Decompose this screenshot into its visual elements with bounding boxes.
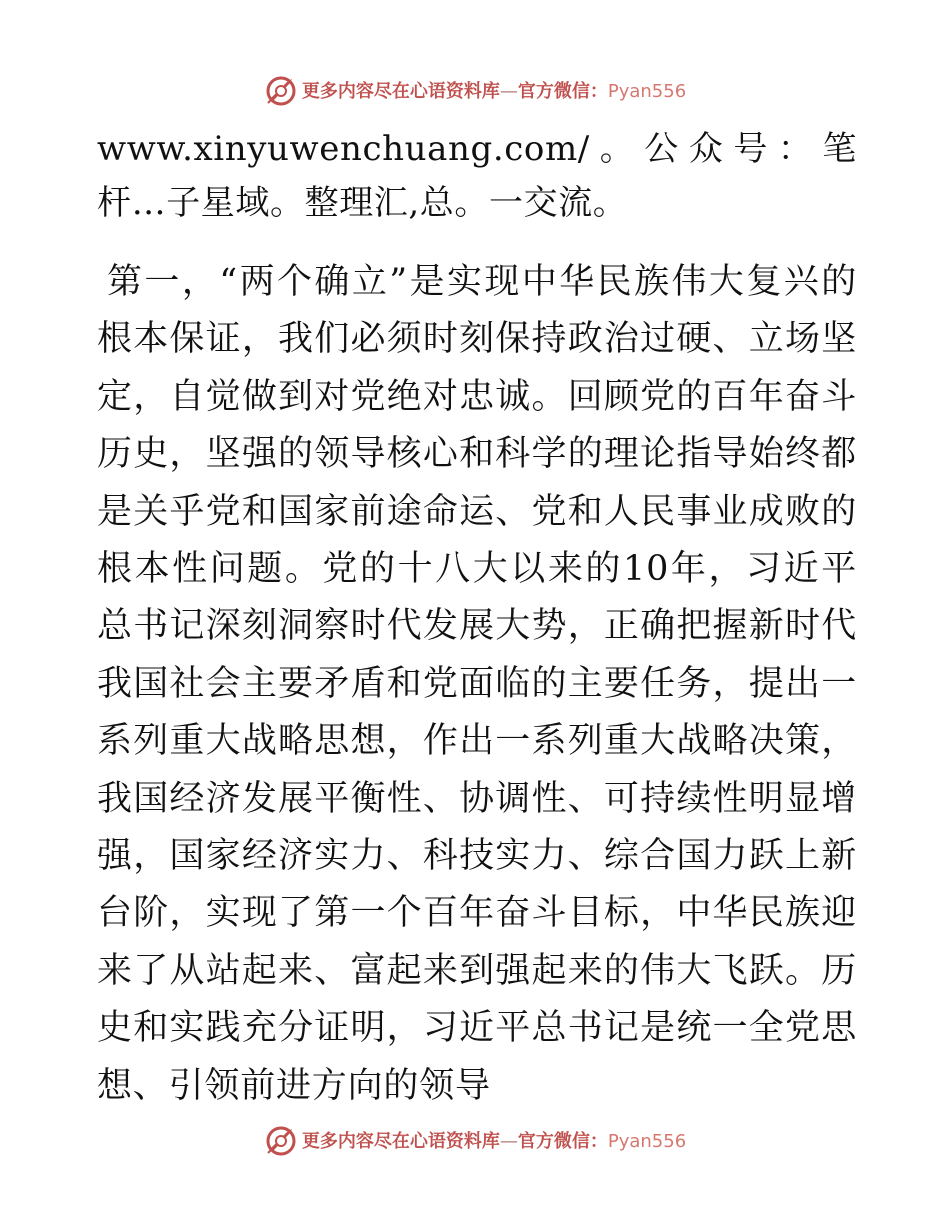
footer-wechat-id: Pyan556 — [607, 1131, 687, 1152]
header-wechat-id: Pyan556 — [607, 81, 687, 102]
header-banner — [0, 70, 950, 110]
header-wechat-label: 官方微信： — [517, 81, 608, 102]
intro-paragraph: www.xinyuwenchuang.com/。公众号：笔杆…子星域。整理汇,总。一交流。 — [97, 129, 857, 223]
document-content — [97, 122, 857, 1115]
footer-site-name: 更多内容尽在心语资料库 — [301, 1131, 500, 1152]
footer-banner — [0, 1120, 950, 1160]
footer-banner-text — [302, 1127, 686, 1153]
body-paragraph: 第一，“两个确立”是实现中华民族伟大复兴的根本保证，我们必须时刻保持政治过硬、立场坚定，自觉做到对党绝对忠诚。回顾党的百年奋斗历史，坚强的领导核心和科学的理论指导始终都是关乎党和国家前途命运、党和人民事业成败的根本性问题。党的十八大以来的10年，习近平总书记深刻洞察时代发展大势，正确把握新时代我国社会主要矛盾和党面临的主要任务，提出一系列重大战略思想，作出一系列重大战略决策，我国经济发展平衡性、协调性、可持续性明显增强，国家经济实力、科技实力、综合国力跃上新台阶，实现了第一个百年奋斗目标，中华民族迎来了从站起来、富起来到强起来的伟大飞跃。历史和实践充分证明，习近平总书记是统一全党思想、引领前进方向的领导 — [97, 262, 857, 1106]
header-separator: — — [499, 81, 518, 102]
brush-quill-logo-icon — [264, 73, 298, 107]
footer-wechat-label: 官方微信： — [517, 1131, 608, 1152]
footer-separator: — — [499, 1131, 518, 1152]
brush-quill-logo-icon — [264, 1123, 298, 1157]
header-banner-text — [302, 77, 686, 103]
header-site-name: 更多内容尽在心语资料库 — [301, 81, 500, 102]
